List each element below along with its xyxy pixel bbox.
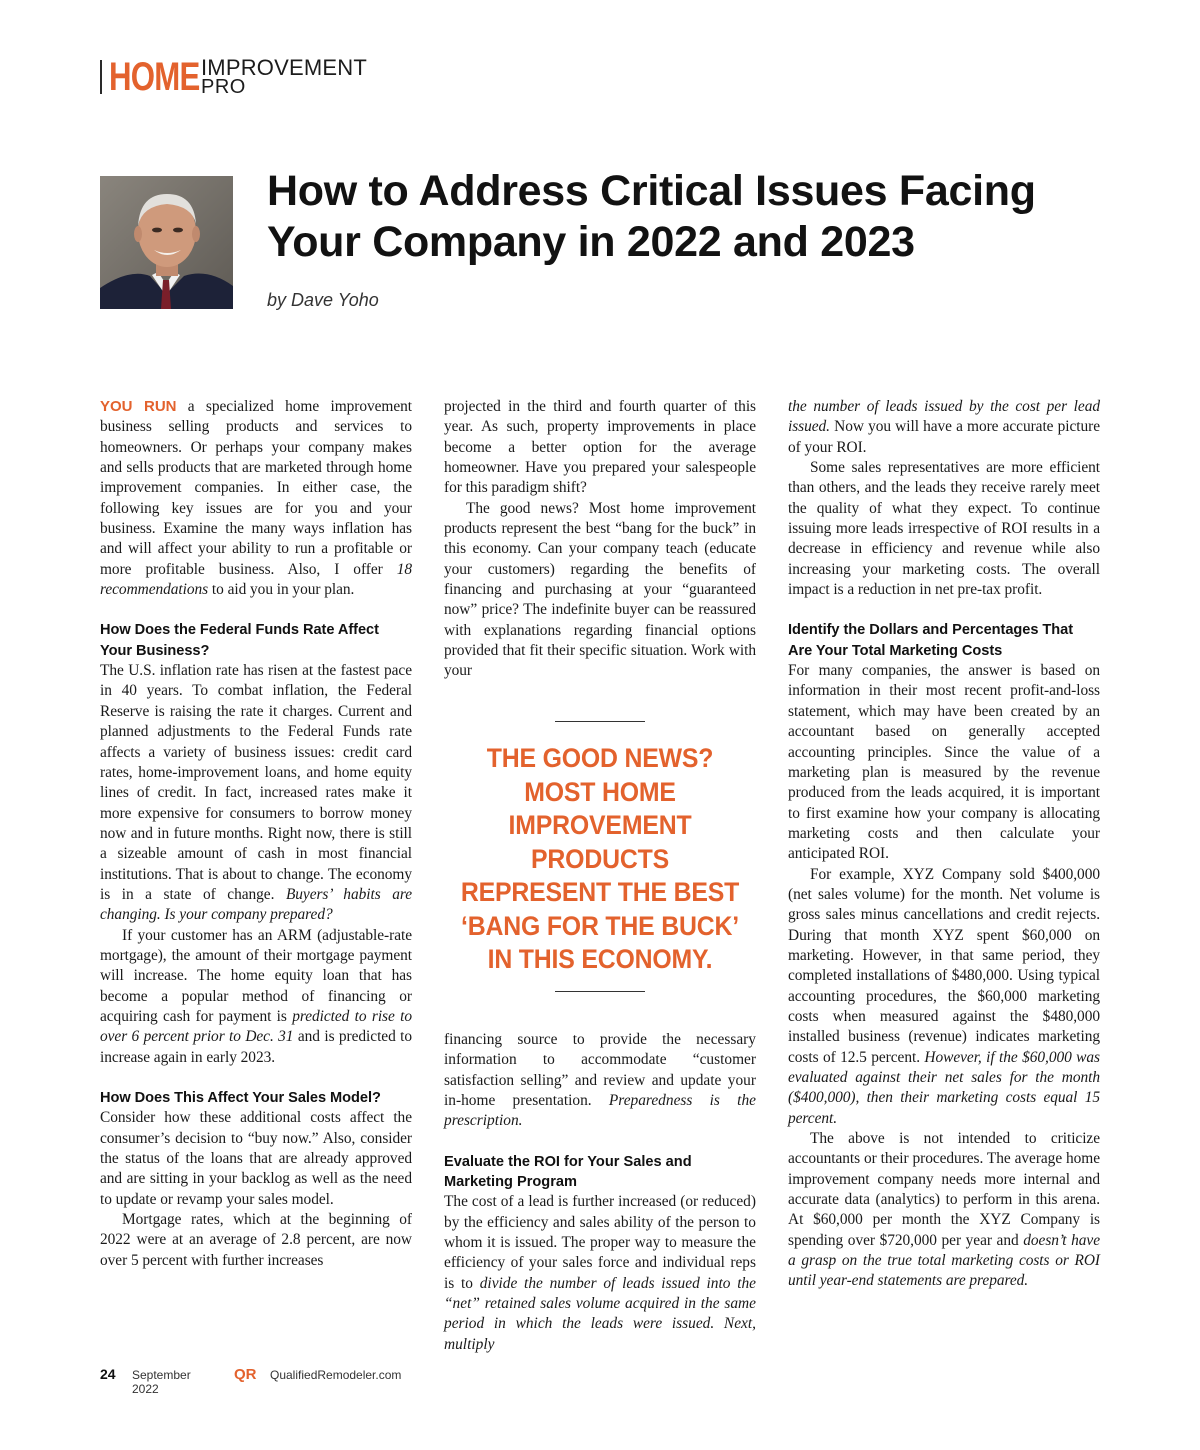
pullquote: THE GOOD NEWS? MOST HOME IMPROVEMENT PRODUCTS REPRESENT THE BEST ‘BANG FOR THE BUCK’ IN THIS ECONOMY.: [460, 743, 740, 974]
byline: by Dave Yoho: [267, 290, 379, 310]
text-emphasis: However, if the $60,000 was evaluated against their net sales for the month ($400,000), then their marketing costs equal 15 percent.: [788, 1048, 1100, 1127]
paragraph: [788, 397, 1100, 458]
paragraph: Mortgage rates, which at the beginning of 2022 were at an average of 2.8 percent, are now over 5 percent with further increases: [100, 1211, 412, 1269]
subhead-federal-funds: How Does the Federal Funds Rate Affect Your Business?: [100, 622, 379, 659]
text: financing source to provide the necessary information to accommodate “customer satisfaction selling” and review and update your in-home presentation.: [444, 1031, 756, 1110]
masthead-improvement: IMPROVEMENT: [201, 55, 367, 80]
masthead-divider: [100, 60, 102, 94]
column-2-bottom: [444, 1030, 756, 1355]
text: For example, XYZ Company sold $400,000 (net sales volume) for the month. Net volume is gross sales minus cancellations and credit rejects. During that month XYZ spent $60,000 on marketing. However, in that same period, they completed installations of $480,000. Using typical accounting procedures, the $60,000 marketing costs when measured against the $480,000 installed business (revenue) indicates marketing costs of 12.5 percent.: [788, 865, 1100, 1066]
text-emphasis: predicted to rise to over 6 percent prior to Dec. 31: [100, 1007, 412, 1046]
intro-paragraph: [100, 397, 412, 600]
pullquote-rule-top: [555, 721, 645, 722]
paragraph: [788, 865, 1100, 1129]
column-3: [788, 397, 1100, 1292]
text: Now you will have a more accurate picture of your ROI.: [788, 418, 1100, 456]
paragraph: [100, 661, 412, 925]
page-number: 24: [100, 1366, 116, 1382]
text-emphasis: divide the number of leads issued into the “net” retained sales volume acquired in the same period in which the leads were issued. Next, multiply: [444, 1274, 756, 1353]
text: The cost of a lead is further increased (or reduced) by the efficiency and sales ability of the person to whom it is issued. The proper way to measure the efficiency of your sales force and individual reps is to: [444, 1193, 756, 1292]
title-line-1: How to Address Critical Issues Facing: [267, 167, 1036, 215]
text: a specialized home improvement business selling products and services to homeowners. Or perhaps your company makes and sells products that are marketed through home improvement companies. In either case, the following key issues are for you and your business. Examine the many ways inflation has and will affect your ability to run a profitable or more profitable business. Also, I offer: [100, 398, 412, 578]
text: If your customer has an ARM (adjustable-rate mortgage), the amount of their mortgage payment will increase. The home equity loan that has become a popular method of financing or acquiring cash for payment is: [100, 926, 412, 1025]
text: and is predicted to increase again in early 2023.: [100, 1028, 412, 1066]
paragraph: [444, 1192, 756, 1355]
issue-date: September 2022: [132, 1368, 191, 1396]
paragraph: projected in the third and fourth quarter of this year. As such, property improvements in place become a better option for the average homeowner. Have you prepared your salespeople for this paradigm shift?: [444, 398, 756, 497]
website-link[interactable]: QualifiedRemodeler.com: [270, 1368, 402, 1382]
text-emphasis: doesn’t have a grasp on the true total marketing costs or ROI until year-end statements are prepared.: [788, 1231, 1100, 1290]
paragraph: [100, 926, 412, 1068]
pullquote-rule-bottom: [555, 991, 645, 992]
article-title: [267, 166, 1147, 268]
paragraph: Some sales representatives are more efficient than others, and the leads they receive rarely meet the quality of what they expect. To continue issuing more leads irrespective of ROI results in a decrease in efficiency and revenue while also increasing your marketing costs. The overall impact is a reduction in net pre-tax profit.: [788, 459, 1100, 599]
paragraph: [788, 1129, 1100, 1292]
qr-logo: QR: [234, 1366, 257, 1383]
masthead-home: HOME: [109, 55, 200, 99]
paragraph: The good news? Most home improvement products represent the best “bang for the buck” in this economy. Can your company teach (educate your customers) regarding the benefits of financing and purchasing at your “guaranteed now” price? The indefinite buyer can be reassured with explanations regarding financial options provided that fit their specific situation. Work with your: [444, 499, 756, 680]
text: The above is not intended to criticize accountants or their procedures. The average home improvement company needs more internal and accurate data (analytics) to perform in this arena. At $60,000 per month the XYZ Company is spending over $720,000 per year and: [788, 1130, 1100, 1249]
column-2-top: [444, 397, 756, 682]
lead-in: YOU RUN: [100, 398, 177, 415]
text-emphasis: Preparedness is the prescription.: [444, 1092, 756, 1130]
text: to aid you in your plan.: [208, 581, 355, 599]
subhead-sales-model: How Does This Affect Your Sales Model?: [100, 1090, 381, 1106]
paragraph: [444, 1030, 756, 1132]
text-emphasis: the number of leads issued by the cost per lead issued.: [788, 398, 1100, 436]
text-emphasis: Buyers’ habits are changing. Is your company prepared?: [100, 885, 412, 924]
column-1: [100, 397, 412, 1271]
masthead-pro: PRO: [201, 76, 246, 98]
paragraph: Consider how these additional costs affect the consumer’s decision to “buy now.” Also, consider the status of the loans that are already approved and are sitting in your backlog as well as the need to update or revamp your sales model.: [100, 1109, 412, 1208]
text: The U.S. inflation rate has risen at the fastest pace in 40 years. To combat inflation, the Federal Reserve is raising the rate it charges. Current and planned adjustments to the Federal Funds rate affects a variety of business issues: credit card rates, home-improvement loans, and home equity lines of credit. In fact, increased rates make it more expensive for consumers to borrow money now and in future months. Right now, there is still a sizeable amount of cash in most financial institutions. That is about to change. The economy is in a state of change.: [100, 662, 412, 903]
author-photo: [100, 176, 233, 309]
paragraph: For many companies, the answer is based on information in their most recent profit-and-loss statement, which may have been created by an accountant based on generally accepted accounting principles. Since the value of a marketing plan is measured by the revenue produced from the leads acquired, it is important to first examine how your company is allocating marketing costs and then calculate your anticipated ROI.: [788, 662, 1100, 863]
text-emphasis: 18 recommendations: [100, 560, 412, 599]
title-line-2: Your Company in 2022 and 2023: [267, 218, 915, 266]
subhead-roi: Evaluate the ROI for Your Sales and Marketing Program: [444, 1153, 692, 1191]
subhead-marketing-costs: Identify the Dollars and Percentages That Are Your Total Marketing Costs: [788, 622, 1074, 659]
